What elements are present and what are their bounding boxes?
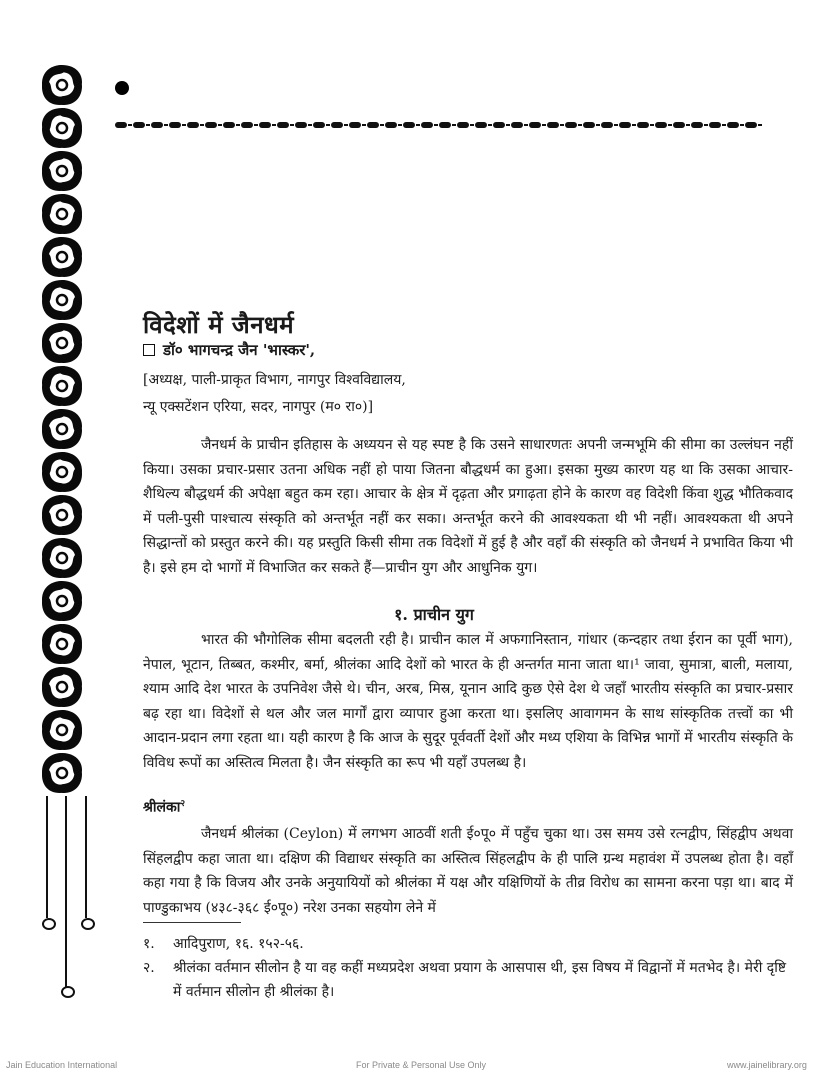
header-bullet-icon [115,81,129,95]
footnote-number: २. [143,960,155,976]
footer-website-link[interactable]: www.jainelibrary.org [727,1060,807,1070]
rule-separator [164,124,168,126]
rule-separator [560,124,564,126]
rule-separator [668,124,672,126]
ancient-era-paragraph: भारत की भौगोलिक सीमा बदलती रही है। प्राचीन काल में अफगानिस्तान, गांधार (कन्दहार तथा ईरान का पूर्वी भाग), नेपाल, भूटान, तिब्बत, कश्मीर, बर्मा, श्रीलंका आदि देशों को भारत के ही अन्तर्गत माना जाता था।¹ जावा, सुमात्रा, बाली, मलाया, श्याम आदि देश भारत के उपनिवेश जैसे थे। चीन, अरब, मिस्र, यूनान आदि कुछ ऐसे देश थे जहाँ भारतीय संस्कृति का प्रचार-प्रसार बढ़ रहा था। विदेशों से थल और जल मार्गों द्वारा व्यापार हुआ करता था। इसलिए आवागमन के साथ सांस्कृतिक तत्त्वों का भी आदान-प्रदान लगा रहता था। यही कारण है कि आज के सुदूर पूर्ववर्ती देशों और मध्य एशिया के विभिन्न भागों में भारतीय संस्कृति के विविध रूपों का अस्तित्व मिलता है। जैन संस्कृति का रूप भी यहाँ उपलब्ध है। [143,632,793,771]
rule-separator [326,124,330,126]
paisley-knot-icon [38,62,86,108]
paisley-knot-icon [38,234,86,280]
rule-separator [182,124,186,126]
decorative-border [38,62,88,1042]
rule-dash [475,122,487,128]
square-bullet-icon [143,344,155,356]
paisley-knot-icon [38,105,86,151]
rule-dash [259,122,271,128]
affiliation-line-1: [अध्यक्ष, पाली-प्राकृत विभाग, नागपुर विश्वविद्यालय, [143,372,406,388]
rule-separator [506,124,510,126]
footnotes [143,932,793,1004]
rule-dash [637,122,649,128]
rule-separator [434,124,438,126]
rule-dash [601,122,613,128]
page-footer [0,1060,828,1074]
footnote-divider [143,922,241,923]
rule-separator [254,124,258,126]
footer-usage-note: For Private & Personal Use Only [356,1060,487,1070]
rule-separator [578,124,582,126]
rule-dash [673,122,685,128]
rule-dash [619,122,631,128]
rule-dash [709,122,721,128]
rule-dash [313,122,325,128]
author-line [143,340,315,360]
rule-separator [380,124,384,126]
rule-separator [290,124,294,126]
rule-dash [223,122,235,128]
rule-separator [596,124,600,126]
rule-separator [614,124,618,126]
paisley-knot-icon [38,277,86,323]
rule-separator [272,124,276,126]
rule-dash [565,122,577,128]
rule-separator [398,124,402,126]
article-title: विदेशों में जैनधर्म [143,310,295,339]
paisley-knot-icon [38,148,86,194]
rule-separator [722,124,726,126]
rule-separator [344,124,348,126]
rule-dash [133,122,145,128]
footnote-number: १. [143,936,155,952]
rule-separator [218,124,222,126]
rule-dash [151,122,163,128]
tassel-ring-icon [81,918,95,930]
paisley-knot-icon [38,707,86,753]
footer-publisher: Jain Education International [6,1060,118,1070]
tassel-line [65,796,67,988]
rule-dash [403,122,415,128]
rule-dash [349,122,361,128]
rule-separator [542,124,546,126]
rule-separator [236,124,240,126]
rule-dash [205,122,217,128]
footnote-item [143,932,793,956]
rule-dash [691,122,703,128]
tassel-ring-icon [42,918,56,930]
paisley-knot-icon [38,621,86,667]
rule-dash [745,122,757,128]
rule-dash [421,122,433,128]
rule-dash [295,122,307,128]
affiliation-line-2: न्यू एक्सटेंशन एरिया, सदर, नागपुर (म० रा०)] [143,399,374,415]
rule-separator [704,124,708,126]
rule-separator [308,124,312,126]
paisley-knot-icon [38,191,86,237]
tassel-line [46,796,48,918]
srilanka-paragraph: जैनधर्म श्रीलंका (Ceylon) में लगभग आठवीं शती ई०पू० में पहुँच चुका था। उस समय उसे रत्नद्वीप, सिंहद्वीप अथवा सिंहलद्वीप कहा जाता था। दक्षिण की विद्याधर संस्कृति का अस्तित्व सिंहलद्वीप के ही पालि ग्रन्थ महावंश में उपलब्ध होता है। वहाँ कहा गया है कि विजय और उनके अनुयायियों को श्रीलंका में यक्ष और यक्षिणियों के तीव्र विरोध का सामना करना पड़ा था। बाद में पाण्डुकाभय (४३८-३६८ ई०पू०) नरेश उनका सहयोग लेने में [143,826,793,916]
author-name: डॉ० भागचन्द्र जैन 'भास्कर', [163,341,316,359]
paisley-knot-icon [38,664,86,710]
rule-dash [331,122,343,128]
srilanka-section [143,822,793,920]
rule-dash [583,122,595,128]
rule-separator [758,124,762,126]
paisley-knot-icon [38,320,86,366]
rule-separator [686,124,690,126]
rule-separator [362,124,366,126]
footnote-ref: २ [180,799,186,809]
rule-dash [457,122,469,128]
paisley-knot-icon [38,449,86,495]
footnote-text: श्रीलंका वर्तमान सीलोन है या वह कहीं मध्यप्रदेश अथवा प्रयाग के आसपास थी, इस विषय में विद्वानों में मतभेद है। मेरी दृष्टि में वर्तमान सीलोन ही श्रीलंका है। [173,960,787,1000]
rule-separator [200,124,204,126]
paisley-knot-icon [38,750,86,796]
rule-separator [452,124,456,126]
rule-separator [524,124,528,126]
rule-dash [187,122,199,128]
rule-separator [488,124,492,126]
subheading-srilanka [143,796,185,817]
rule-separator [650,124,654,126]
rule-dash [727,122,739,128]
tassel-ring-icon [61,986,75,998]
rule-dash [493,122,505,128]
footnote-text: आदिपुराण, १६. १५२-५६. [173,936,304,952]
paisley-knot-icon [38,492,86,538]
rule-dash [529,122,541,128]
rule-separator [632,124,636,126]
rule-dash [547,122,559,128]
rule-dash [277,122,289,128]
rule-separator [146,124,150,126]
rule-separator [416,124,420,126]
rule-dash [367,122,379,128]
tassel-line [85,796,87,918]
rule-dash [439,122,451,128]
rule-dash [385,122,397,128]
paisley-knot-icon [38,535,86,581]
section-heading: १. प्राचीन युग [394,605,474,624]
rule-dash [511,122,523,128]
intro-section [143,433,793,580]
intro-paragraph: जैनधर्म के प्राचीन इतिहास के अध्ययन से यह स्पष्ट है कि उसने साधारणतः अपनी जन्मभूमि की सीमा का उल्लंघन नहीं किया। उसका प्रचार-प्रसार उतना अधिक नहीं हो पाया जितना बौद्धधर्म का हुआ। इसका मुख्य कारण यह था कि उसका आचार-शैथिल्य बौद्धधर्म की अपेक्षा बहुत कम रहा। आचार के क्षेत्र में दृढ़ता और प्रगाढ़ता होने के कारण वह विदेशी किंवा शुद्ध भौतिकवाद में पली-पुसी पाश्चात्य संस्कृति को अन्तर्भूत नहीं कर सका। अन्तर्भूत करने की आवश्यकता थी भी नहीं। आवश्यकता थी अपने सिद्धान्तों को प्रस्तुत करने की। यह प्रस्तुति किसी सीमा तक विदेशों में हुई है और वहाँ की संस्कृति को जैनधर्म ने प्रभावित किया भी है। इसे हम दो भागों में विभाजित कर सकते हैं—प्राचीन युग और आधुनिक युग। [143,437,793,576]
paisley-knot-icon [38,406,86,452]
rule-dash [169,122,181,128]
paisley-knot-icon [38,363,86,409]
dotted-header-rule [115,121,772,129]
rule-dash [655,122,667,128]
subheading-text: श्रीलंका [143,799,181,816]
rule-dash [241,122,253,128]
rule-dash [115,122,127,128]
ancient-era-section [143,628,793,775]
footnote-item [143,956,793,1004]
rule-separator [470,124,474,126]
rule-separator [740,124,744,126]
rule-separator [128,124,132,126]
